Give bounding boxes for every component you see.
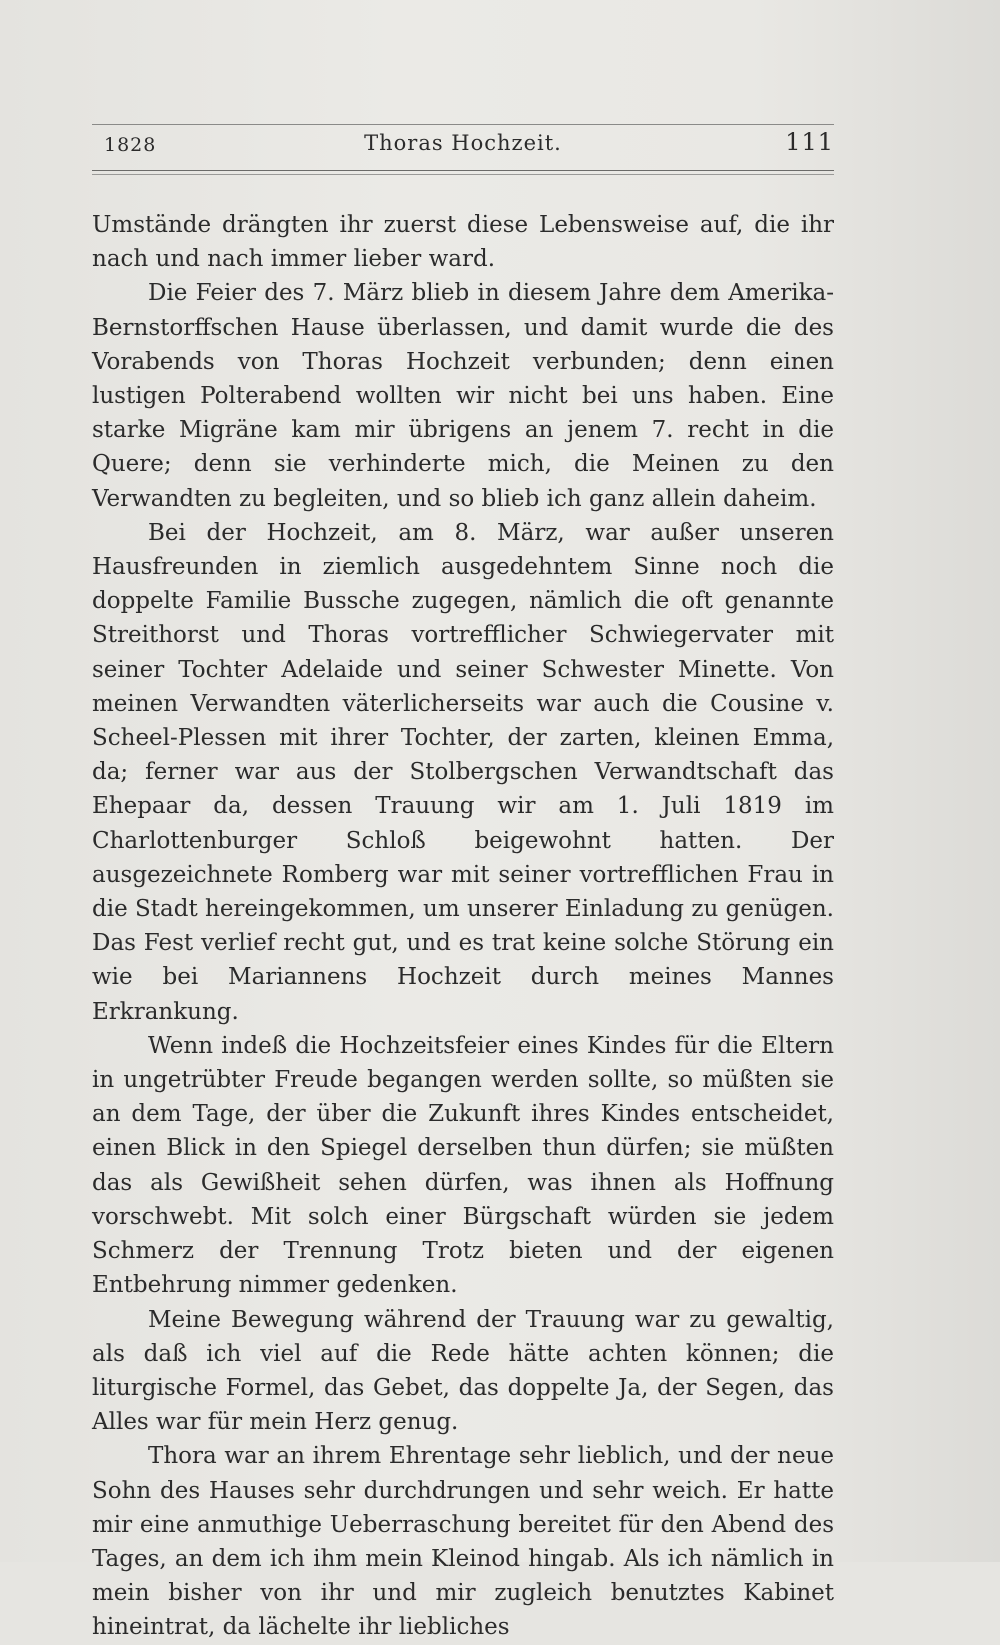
paragraph: Die Feier des 7. März blieb in diesem Jahre dem Amerika-Bernstorffschen Hause überlassen, und damit wurde die des Vorabends von Thoras Hochzeit verbunden; denn einen lustigen Polterabend wollten wir nicht bei uns haben. Eine starke Migräne kam mir übrigens an jenem 7. recht in die Quere; denn sie verhinderte mich, die Meinen zu den Verwandten zu begleiten, und so blieb ich ganz allein daheim. <box>92 280 834 512</box>
paragraph: Thora war an ihrem Ehrentage sehr lieblich, und der neue Sohn des Hauses sehr durchdrungen und sehr weich. Er hatte mir eine anmuthige Ueberraschung bereitet für den Abend des Tages, an dem ich ihm mein Kleinod hingab. Als ich nämlich in mein bisher von ihr und mir zugleich benutztes Kabinet hineintrat, da lächelte ihr liebliches <box>92 1443 834 1641</box>
header-rule-top <box>92 124 834 125</box>
header-rule-bottom <box>92 170 834 175</box>
paragraph: Wenn indeß die Hochzeitsfeier eines Kindes für die Eltern in ungetrübter Freude begangen werden sollte, so müßten sie an dem Tage, der über die Zukunft ihres Kindes entscheidet, einen Blick in den Spiegel derselben thun dürfen; sie müßten das als Gewißheit sehen dürfen, was ihnen als Hoffnung vorschwebt. Mit solch einer Bürgschaft würden sie jedem Schmerz der Trennung Trotz bieten und der eigenen Entbehrung nimmer gedenken. <box>92 1032 834 1299</box>
body-text <box>92 208 834 1645</box>
paragraph: Meine Bewegung während der Trauung war zu gewaltig, als daß ich viel auf die Rede hätte achten können; die liturgische Formel, das Gebet, das doppelte Ja, der Segen, das Alles war für mein Herz genug. <box>92 1306 834 1436</box>
page-number: 111 <box>785 128 834 156</box>
header-year: 1828 <box>104 134 157 156</box>
paragraph: Umstände drängten ihr zuerst diese Lebensweise auf, die ihr nach und nach immer lieber ward. <box>92 212 834 273</box>
running-header <box>92 128 834 164</box>
paragraph: Bei der Hochzeit, am 8. März, war außer unseren Hausfreunden in ziemlich ausgedehntem Sinne noch die doppelte Familie Bussche zugegen, nämlich die oft genannte Streithorst und Thoras vortrefflicher Schwiegervater mit seiner Tochter Adelaide und seiner Schwester Minette. Von meinen Verwandten väterlicherseits war auch die Cousine v. Scheel-Plessen mit ihrer Tochter, der zarten, kleinen Emma, da; ferner war aus der Stolbergschen Verwandtschaft das Ehepaar da, dessen Trauung wir am 1. Juli 1819 im Charlottenburger Schloß beigewohnt hatten. Der ausgezeichnete Romberg war mit seiner vortrefflichen Frau in die Stadt hereingekommen, um unserer Einladung zu genügen. Das Fest verlief recht gut, und es trat keine solche Störung ein wie bei Mariannens Hochzeit durch meines Mannes Erkrankung. <box>92 519 834 1025</box>
running-title: Thoras Hochzeit. <box>364 131 562 155</box>
